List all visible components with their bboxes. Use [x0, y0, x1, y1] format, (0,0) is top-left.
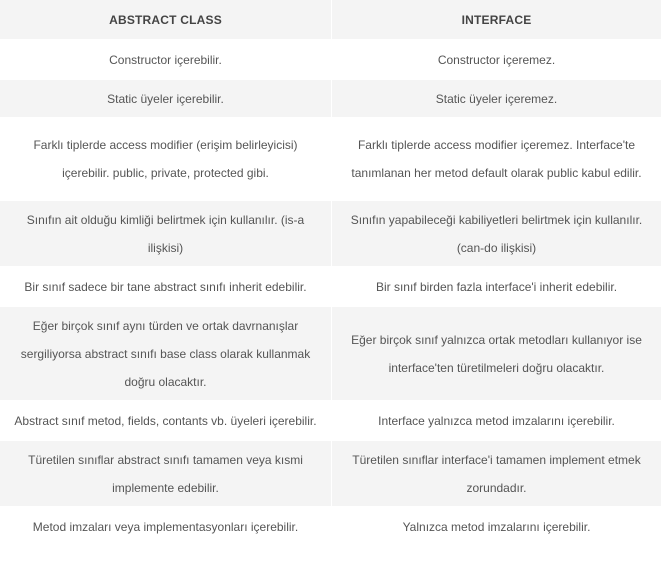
- table-row: [0, 200, 661, 267]
- abstract-class-cell: Static üyeler içerebilir.: [0, 79, 331, 118]
- header-abstract-class: ABSTRACT CLASS: [0, 0, 331, 40]
- interface-cell: Eğer birçok sınıf yalnızca ortak metodları kullanıyor ise interface'ten türetilmeleri doğru olacaktır.: [331, 306, 661, 401]
- interface-cell: Sınıfın yapabileceği kabiliyetleri belirtmek için kullanılır. (can-do ilişkisi): [331, 200, 661, 267]
- interface-cell: Bir sınıf birden fazla interface'i inherit edebilir.: [331, 267, 661, 306]
- abstract-class-cell: Constructor içerebilir.: [0, 40, 331, 79]
- abstract-class-cell: Türetilen sınıflar abstract sınıfı tamamen veya kısmi implemente edebilir.: [0, 440, 331, 507]
- table-row: [0, 507, 661, 546]
- table-row: [0, 40, 661, 79]
- table-header: [0, 0, 661, 40]
- table-row: [0, 267, 661, 306]
- interface-cell: Türetilen sınıflar interface'i tamamen implement etmek zorundadır.: [331, 440, 661, 507]
- interface-cell: Constructor içeremez.: [331, 40, 661, 79]
- abstract-class-cell: Metod imzaları veya implementasyonları içerebilir.: [0, 507, 331, 546]
- table-row: [0, 306, 661, 401]
- table-body: [0, 40, 661, 546]
- abstract-class-cell: Farklı tiplerde access modifier (erişim belirleyicisi) içerebilir. public, private, protected gibi.: [0, 118, 331, 200]
- interface-cell: Interface yalnızca metod imzalarını içerebilir.: [331, 401, 661, 440]
- abstract-class-cell: Eğer birçok sınıf aynı türden ve ortak davrnanışlar sergiliyorsa abstract sınıfı base class olarak kullanmak doğru olacaktır.: [0, 306, 331, 401]
- interface-cell: Static üyeler içeremez.: [331, 79, 661, 118]
- abstract-class-cell: Abstract sınıf metod, fields, contants vb. üyeleri içerebilir.: [0, 401, 331, 440]
- abstract-class-cell: Bir sınıf sadece bir tane abstract sınıfı inherit edebilir.: [0, 267, 331, 306]
- table-row: [0, 401, 661, 440]
- table-row: [0, 79, 661, 118]
- interface-cell: Farklı tiplerde access modifier içeremez. Interface'te tanımlanan her metod default olarak public kabul edilir.: [331, 118, 661, 200]
- header-interface: INTERFACE: [331, 0, 661, 40]
- interface-cell: Yalnızca metod imzalarını içerebilir.: [331, 507, 661, 546]
- header-row: [0, 0, 661, 40]
- table-row: [0, 118, 661, 200]
- abstract-class-cell: Sınıfın ait olduğu kimliği belirtmek için kullanılır. (is-a ilişkisi): [0, 200, 331, 267]
- table-row: [0, 440, 661, 507]
